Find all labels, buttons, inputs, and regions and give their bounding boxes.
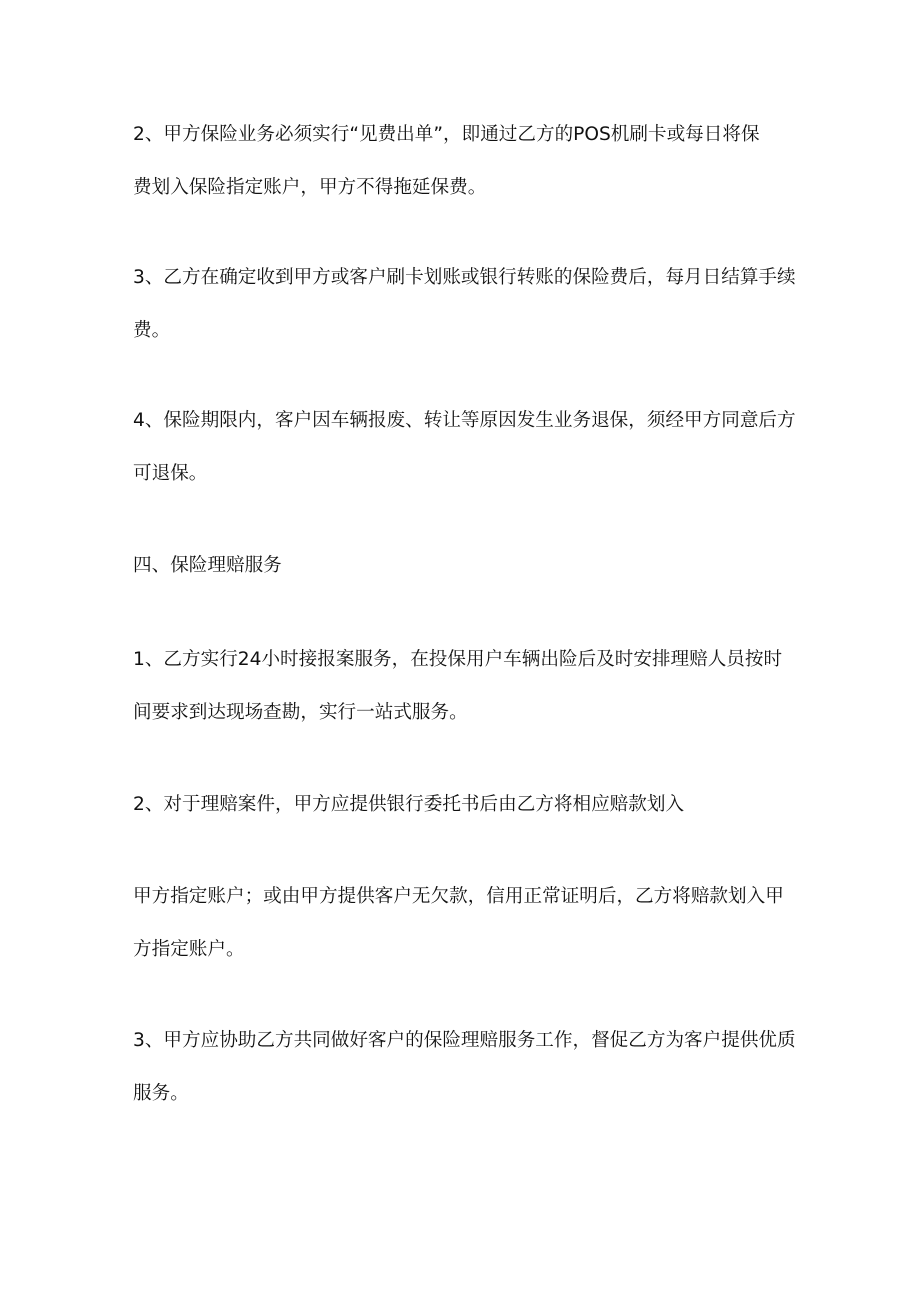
clause-4-2-line-1: 2、对于理赔案件，甲方应提供银行委托书后由乙方将相应赔款划入: [133, 794, 685, 815]
clause-4-1-line-1: 1、乙方实行24小时接报案服务，在投保用户车辆出险后及时安排理赔人员按时: [133, 649, 783, 670]
clause-3-3-line-1: 3、乙方在确定收到甲方或客户刷卡划账或银行转账的保险费后，每月日结算手续: [133, 267, 796, 288]
clause-4-3-line-1: 3、甲方应协助乙方共同做好客户的保险理赔服务工作，督促乙方为客户提供优质: [133, 1030, 796, 1051]
clause-4-2-line-3: 方指定账户。: [133, 939, 245, 960]
clause-3-2-line-2: 费划入保险指定账户，甲方不得拖延保费。: [133, 177, 487, 198]
clause-3-4-line-2: 可退保。: [133, 463, 208, 484]
clause-4-2-line-2: 甲方指定账户；或由甲方提供客户无欠款，信用正常证明后，乙方将赔款划入甲: [133, 886, 784, 907]
section-heading-4: 四、保险理赔服务: [133, 555, 282, 576]
clause-4-1-line-2: 间要求到达现场查勘，实行一站式服务。: [133, 702, 468, 723]
clause-3-2-line-1: 2、甲方保险业务必须实行“见费出单”，即通过乙方的POS机刷卡或每日将保: [133, 124, 760, 145]
clause-4-3-line-2: 服务。: [133, 1083, 189, 1104]
clause-3-4-line-1: 4、保险期限内，客户因车辆报废、转让等原因发生业务退保，须经甲方同意后方: [133, 410, 796, 431]
clause-3-3-line-2: 费。: [133, 320, 171, 341]
